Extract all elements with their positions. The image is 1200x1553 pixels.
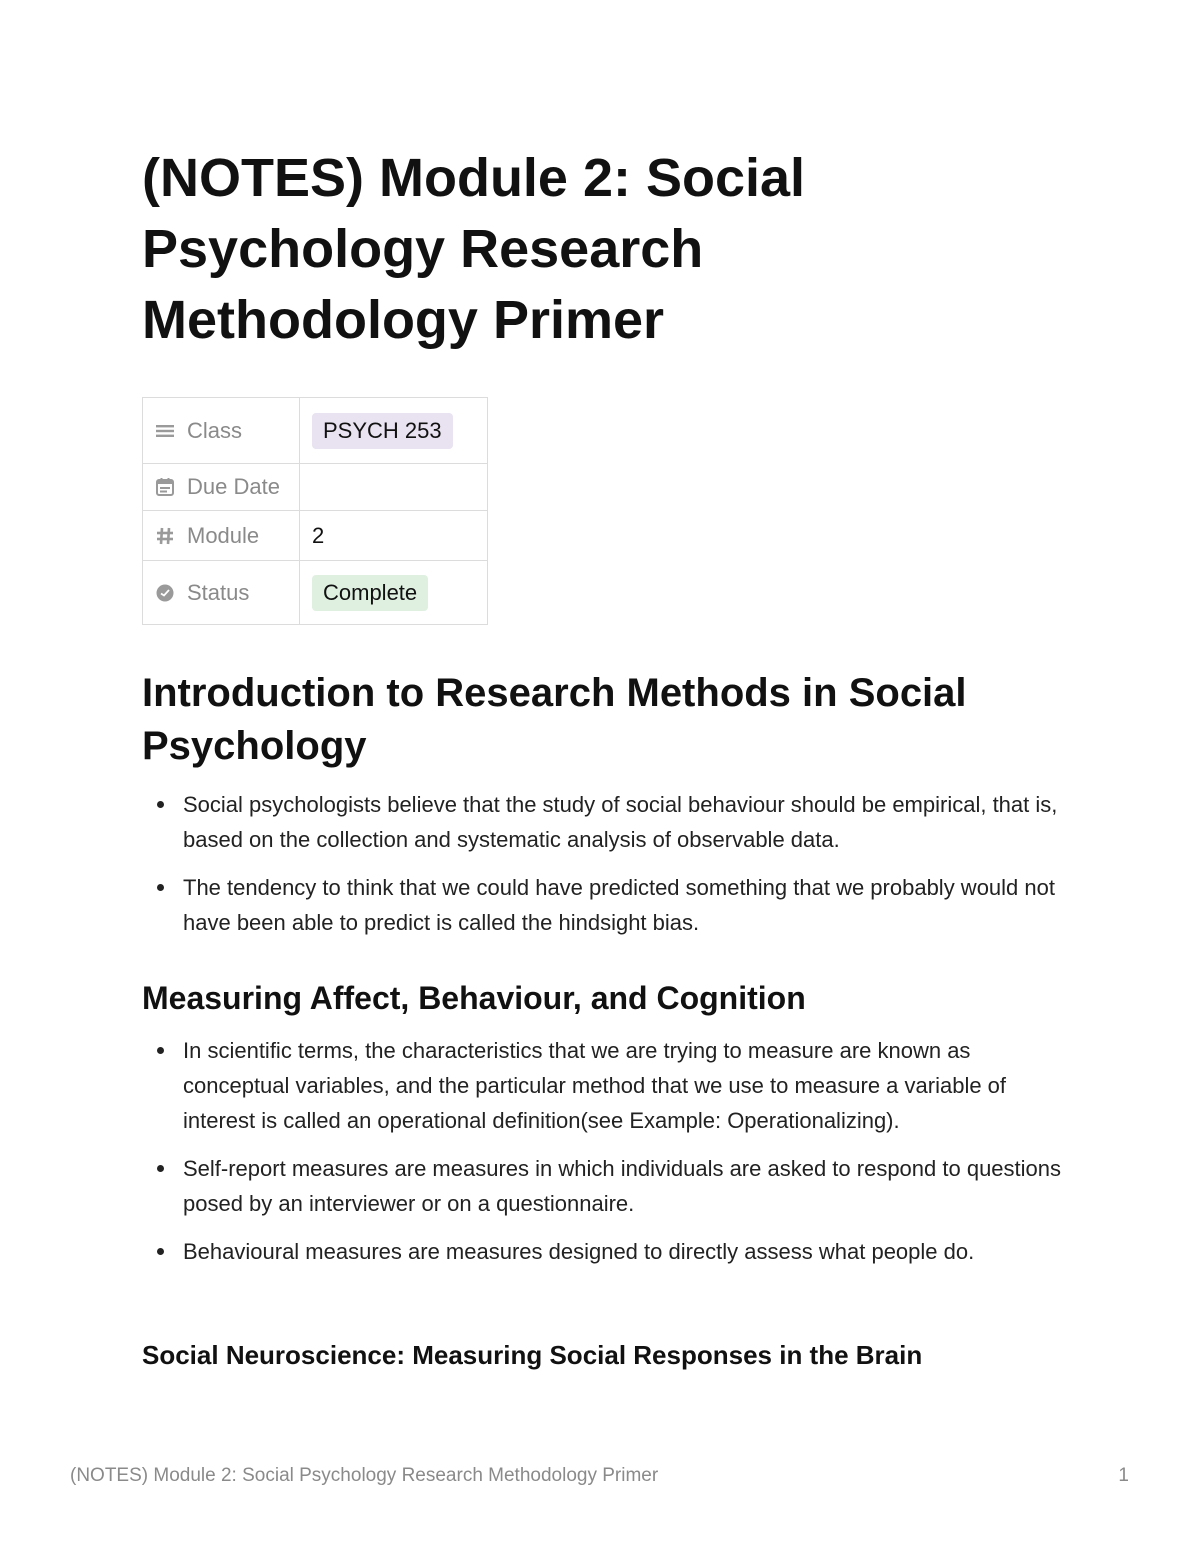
list-item-text: The tendency to think that we could have predicted something that we probably would not have been able to predict is called the hindsight bias. — [183, 875, 1055, 935]
bullet-list-measuring — [142, 1033, 1062, 1269]
calendar-icon — [155, 477, 175, 497]
footer-page-number: 1 — [1118, 1465, 1129, 1486]
hash-icon — [155, 526, 175, 546]
property-key-module — [143, 511, 300, 561]
property-row-due-date — [143, 464, 488, 511]
list-icon — [155, 421, 175, 441]
section-heading-intro: Introduction to Research Methods in Social Psychology — [142, 671, 967, 768]
properties-table — [142, 397, 488, 625]
bullet-dot — [157, 1248, 164, 1255]
bullet-dot — [157, 1047, 164, 1054]
property-key-class — [143, 398, 300, 464]
property-row-class — [143, 398, 488, 464]
section-heading-neuroscience: Social Neuroscience: Measuring Social Responses in the Brain — [142, 1340, 923, 1370]
bullet-dot — [157, 801, 164, 808]
list-item — [142, 1033, 1062, 1138]
list-item — [142, 1234, 1062, 1269]
property-value-module[interactable]: 2 — [300, 511, 488, 561]
property-key-status — [143, 561, 300, 625]
bullet-list-intro — [142, 787, 1062, 940]
list-item-text: Self-report measures are measures in which individuals are asked to respond to questions posed by an interviewer or on a questionnaire. — [183, 1156, 1062, 1216]
list-item — [142, 870, 1062, 940]
class-tag[interactable]: PSYCH 253 — [312, 413, 453, 449]
list-item — [142, 1151, 1062, 1221]
status-icon — [155, 583, 175, 603]
list-item — [142, 787, 1062, 857]
list-item-text: In scientific terms, the characteristics that we are trying to measure are known as conceptual variables, and the particular method that we use to measure a variable of interest is called an operational definition(see Example: Operationalizing). — [183, 1038, 1007, 1133]
property-value-status[interactable] — [300, 561, 488, 625]
property-label-module: Module — [187, 522, 260, 548]
list-item-text: Behavioural measures are measures designed to directly assess what people do. — [183, 1239, 975, 1264]
section-heading-measuring: Measuring Affect, Behaviour, and Cognition — [142, 980, 806, 1016]
property-row-status — [143, 561, 488, 625]
property-label-status: Status — [187, 579, 250, 605]
status-tag[interactable]: Complete — [312, 575, 428, 611]
list-item-text: Social psychologists believe that the study of social behaviour should be empirical, that is, based on the collection and systematic analysis of observable data. — [183, 792, 1058, 852]
property-value-class[interactable] — [300, 398, 488, 464]
property-label-class: Class — [187, 417, 243, 443]
bullet-dot — [157, 1165, 164, 1172]
bullet-dot — [157, 884, 164, 891]
property-value-due-date[interactable] — [300, 464, 488, 511]
footer-title: (NOTES) Module 2: Social Psychology Research Methodology Primer — [70, 1465, 659, 1486]
property-label-due-date: Due Date — [187, 474, 280, 499]
page-title: (NOTES) Module 2: Social Psychology Research Methodology Primer — [142, 148, 806, 350]
property-key-due-date — [143, 464, 300, 511]
property-row-module — [143, 511, 488, 561]
